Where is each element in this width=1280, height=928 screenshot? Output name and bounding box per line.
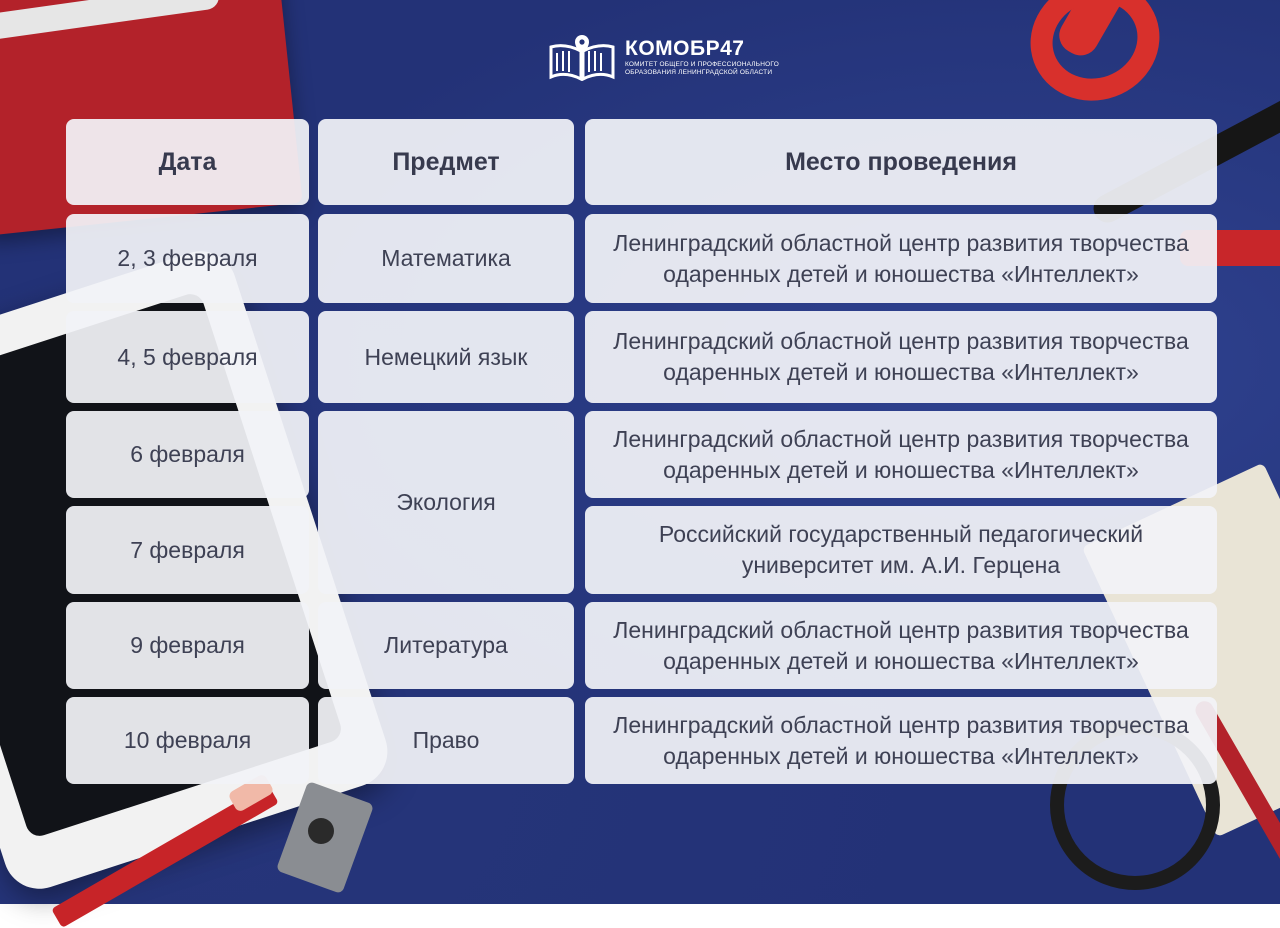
header-venue: Место проведения bbox=[585, 119, 1217, 205]
logo-name: КОМОБР47 bbox=[625, 37, 745, 60]
subject-cell: Литература bbox=[318, 602, 574, 689]
subject-cell: Немецкий язык bbox=[318, 311, 574, 403]
date-cell: 2, 3 февраля bbox=[66, 214, 309, 303]
date-cell: 4, 5 февраля bbox=[66, 311, 309, 403]
logo-subtitle-line1: КОМИТЕТ ОБЩЕГО И ПРОФЕССИОНАЛЬНОГО bbox=[625, 61, 779, 68]
header-subject: Предмет bbox=[318, 119, 574, 205]
date-cell: 6 февраля bbox=[66, 411, 309, 498]
venue-cell: Ленинградский областной центр развития творчества одаренных детей и юношества «Интеллект» bbox=[585, 311, 1217, 403]
subject-cell: Право bbox=[318, 697, 574, 784]
subject-cell: Математика bbox=[318, 214, 574, 303]
venue-cell: Российский государственный педагогический университет им. А.И. Герцена bbox=[585, 506, 1217, 594]
venue-cell: Ленинградский областной центр развития творчества одаренных детей и юношества «Интеллект» bbox=[585, 214, 1217, 303]
date-cell: 10 февраля bbox=[66, 697, 309, 784]
logo-text bbox=[625, 37, 779, 77]
venue-cell: Ленинградский областной центр развития творчества одаренных детей и юношества «Интеллект» bbox=[585, 411, 1217, 498]
date-cell: 7 февраля bbox=[66, 506, 309, 594]
subject-cell: Экология bbox=[318, 411, 574, 594]
date-cell: 9 февраля bbox=[66, 602, 309, 689]
logo-subtitle-line2: ОБРАЗОВАНИЯ ЛЕНИНГРАДСКОЙ ОБЛАСТИ bbox=[625, 69, 773, 76]
venue-cell: Ленинградский областной центр развития творчества одаренных детей и юношества «Интеллект» bbox=[585, 697, 1217, 784]
open-book-location-pin-icon bbox=[547, 33, 617, 81]
sharpener-hole-decoration bbox=[308, 818, 334, 844]
venue-cell: Ленинградский областной центр развития творчества одаренных детей и юношества «Интеллект» bbox=[585, 602, 1217, 689]
header-date: Дата bbox=[66, 119, 309, 205]
komobr-logo bbox=[547, 33, 779, 81]
